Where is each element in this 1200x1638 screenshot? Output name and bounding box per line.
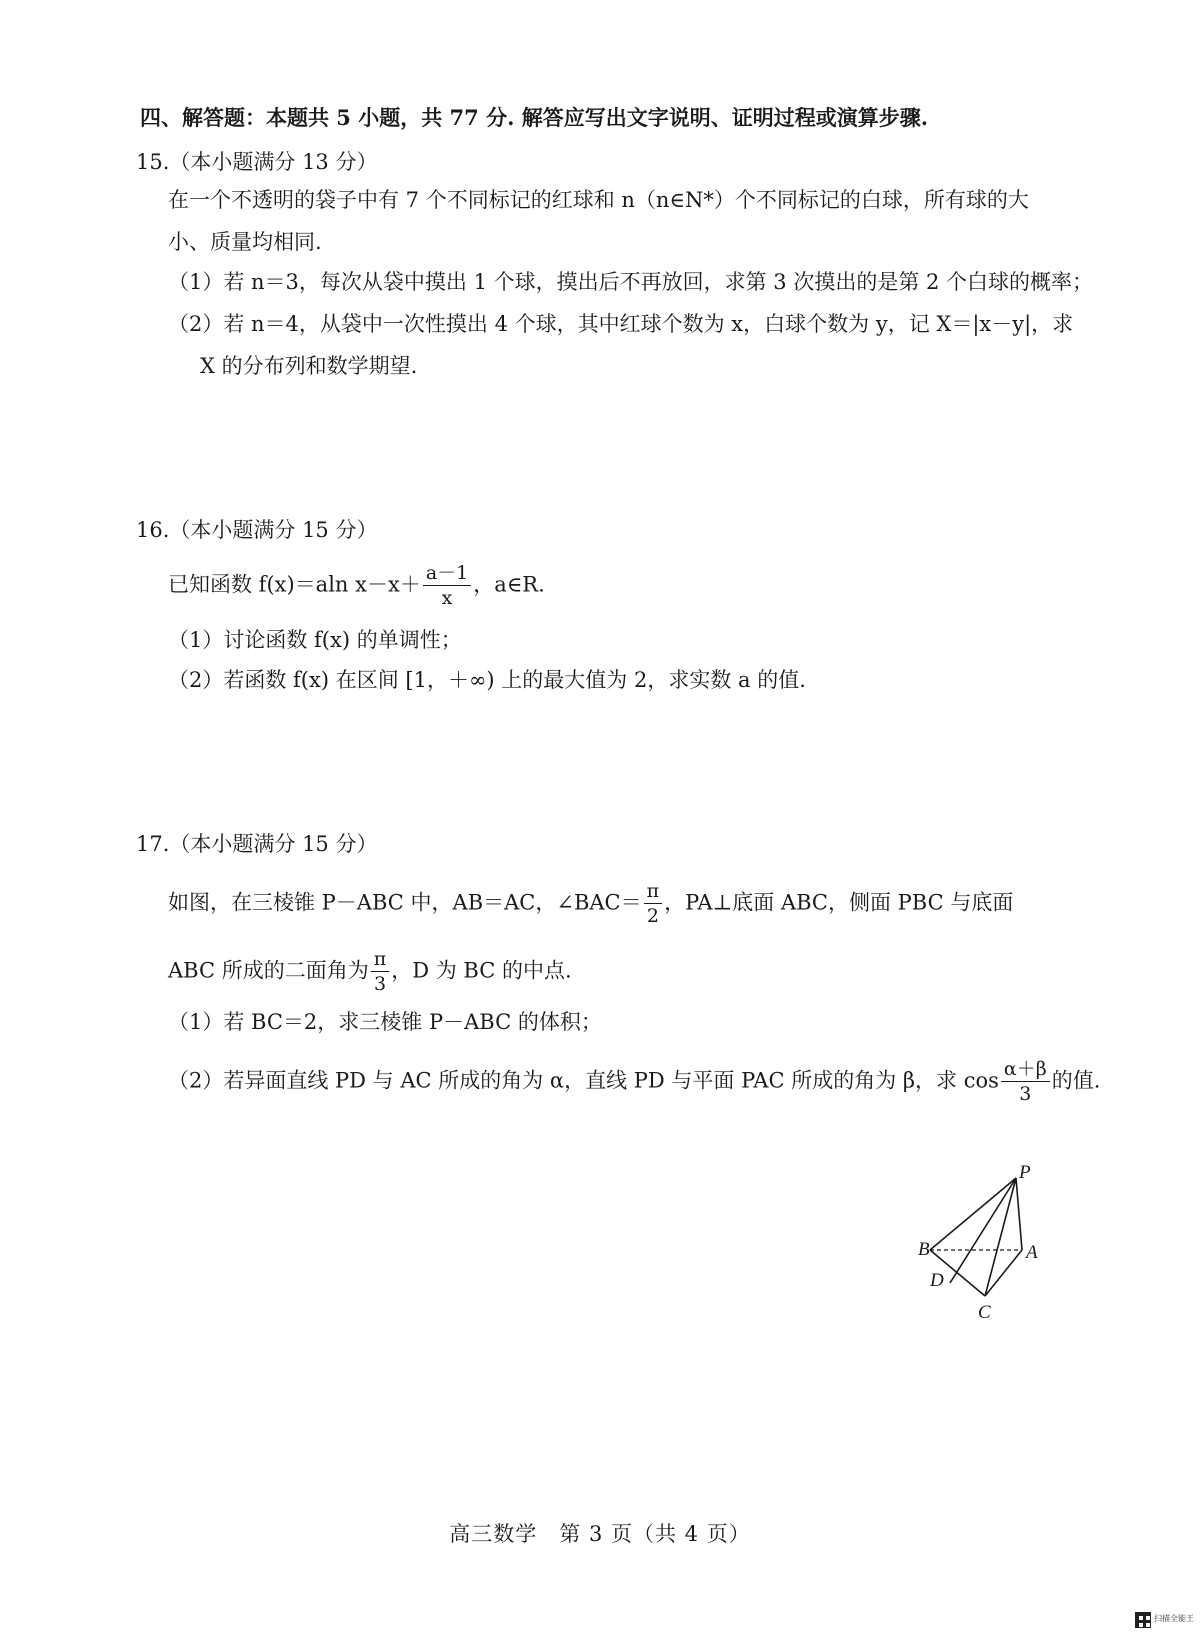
q17-dihedral-fraction	[371, 950, 390, 994]
q15-stem-line2: 小、质量均相同.	[168, 230, 322, 254]
q15-part2-line2: X 的分布列和数学期望.	[200, 354, 418, 378]
q17-line1-post: ，PA⊥底面 ABC，侧面 PBC 与底面	[664, 890, 1014, 915]
q17-part1: （1）若 BC＝2，求三棱锥 P－ABC 的体积；	[168, 1010, 602, 1034]
edge-pd	[950, 1178, 1016, 1283]
q17-stem-line1	[168, 882, 1013, 926]
edge-pa	[1016, 1178, 1022, 1250]
q17-part2-post: 的值.	[1051, 1068, 1101, 1093]
q16-stem	[168, 564, 545, 608]
edge-pc	[985, 1178, 1016, 1296]
q17-angle-fraction-numerator: π	[644, 882, 663, 904]
q17-dihedral-fraction-numerator: π	[371, 950, 390, 972]
q16-part1: （1）讨论函数 f(x) 的单调性；	[168, 628, 462, 652]
q16-fraction-numerator: a－1	[423, 564, 471, 586]
q17-angle-fraction	[644, 882, 663, 926]
label-p: P	[1019, 1162, 1031, 1183]
q17-cos-fraction	[1001, 1060, 1050, 1104]
q17-line2-pre: ABC 所成的二面角为	[168, 958, 369, 983]
q17-angle-fraction-denominator: 2	[646, 905, 659, 927]
q15-part2-line1: （2）若 n＝4，从袋中一次性摸出 4 个球，其中红球个数为 x，白球个数为 y，记 X＝|x－y|，求	[168, 312, 1074, 336]
q16-part2: （2）若函数 f(x) 在区间 [1，＋∞) 上的最大值为 2，求实数 a 的值.	[168, 668, 806, 692]
q17-dihedral-fraction-denominator: 3	[373, 973, 387, 995]
q15-part1: （1）若 n＝3，每次从袋中摸出 1 个球，摸出后不再放回，求第 3 次摸出的是第 2 个白球的概率；	[168, 270, 1094, 294]
q16-fraction-denominator: x	[441, 587, 453, 609]
label-a: A	[1026, 1242, 1038, 1263]
q17-stem-line2	[168, 950, 572, 994]
q16-fraction	[423, 564, 471, 608]
q17-cos-fraction-numerator: α＋β	[1001, 1060, 1050, 1082]
label-d: D	[930, 1270, 944, 1291]
label-b: B	[918, 1239, 930, 1260]
q17-line2-post: ，D 为 BC 的中点.	[391, 958, 572, 983]
q17-part2	[168, 1060, 1100, 1104]
label-c: C	[978, 1302, 991, 1323]
pyramid-figure	[918, 1162, 1100, 1382]
scanner-watermark: 扫描全能王	[1154, 1614, 1194, 1623]
page-footer: 高三数学 第 3 页（共 4 页）	[449, 1522, 751, 1546]
q16-stem-pre: 已知函数 f(x)＝aln x－x＋	[168, 572, 421, 597]
q16-title: 16.（本小题满分 15 分）	[136, 518, 378, 542]
q16-stem-post: ，a∈R.	[473, 572, 545, 597]
q17-part2-pre: （2）若异面直线 PD 与 AC 所成的角为 α，直线 PD 与平面 PAC 所成的角为 β，求 cos	[168, 1068, 999, 1093]
q15-title: 15.（本小题满分 13 分）	[136, 150, 378, 174]
q15-stem-line1: 在一个不透明的袋子中有 7 个不同标记的红球和 n（n∈N*）个不同标记的白球，所有球的大	[168, 188, 1029, 212]
q17-title: 17.（本小题满分 15 分）	[136, 832, 378, 856]
edge-pb	[930, 1178, 1016, 1250]
qr-code-icon	[1135, 1612, 1151, 1628]
q17-cos-fraction-denominator: 3	[1019, 1083, 1032, 1105]
section-header: 四、解答题：本题共 5 小题，共 77 分. 解答应写出文字说明、证明过程或演算步骤.	[140, 105, 929, 130]
q17-line1-pre: 如图，在三棱锥 P－ABC 中，AB＝AC，∠BAC＝	[168, 890, 642, 915]
